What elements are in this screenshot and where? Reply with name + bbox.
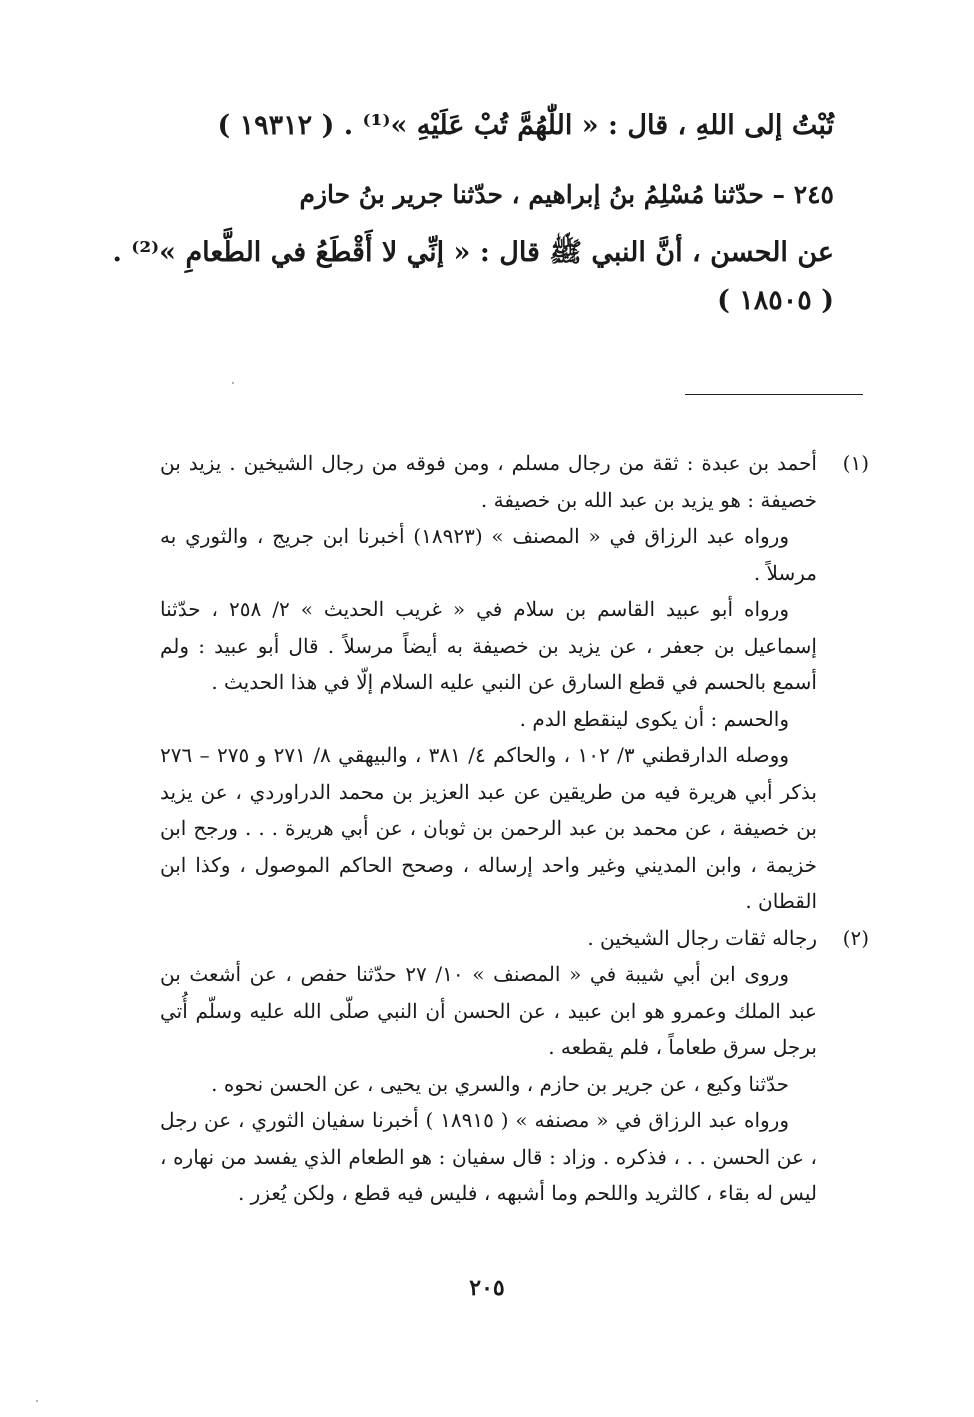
hadith-245-reference: ( ١٨٥٠٥ ) xyxy=(717,285,834,316)
footnote-number: (١) xyxy=(842,451,869,475)
footnote-paragraph: رجاله ثقات رجال الشيخين . xyxy=(587,925,817,950)
footnote-paragraph: والحسم : أن يكوى لينقطع الدم . xyxy=(519,706,789,731)
footnote-paragraph: ووصله الدارقطني ٣/ ١٠٢ ، والحاكم ٤/ ٣٨١ ، والبيهقي ٨/ ٢٧١ و ٢٧٥ – ٢٧٦ بذكر أبي هريرة فيه من طريقين عن عبد العزيز بن محمد الدراوردي ، عن يزيد بن خصيفة ، عن محمد بن عبد الرحمن بن ثوبان ، عن أبي هريرة . . . ورجح ابن خزيمة ، وابن المديني وغير واحد إرساله ، وصحح الحاكم الموصول ، وكذا ابن القطان . xyxy=(160,743,817,913)
footnote-paragraph: أحمد بن عبدة : ثقة من رجال مسلم ، ومن فوقه من رجال الشيخين . يزيد بن خصيفة : هو يزيد بن عبد الله بن خصيفة . xyxy=(160,451,817,512)
hadith-245-matn: عن الحسن ، أنَّ النبي ﷺ قال : « إنِّي لا أَقْطَعُ في الطَّعامِ »⁽²⁾ . xyxy=(112,237,834,268)
footnote-body xyxy=(160,920,817,1212)
footnote-number: (٢) xyxy=(842,925,869,950)
hadith-245-isnad: ٢٤٥ – حدّثنا مُسْلِمُ بنُ إبراهيم ، حدّثنا جرير بنُ حازم xyxy=(299,180,834,209)
footnote-1 xyxy=(160,445,869,920)
scan-speck xyxy=(36,1400,38,1402)
scan-speck xyxy=(232,382,234,384)
footnote-paragraph: حدّثنا وكيع ، عن جرير بن حازم ، والسري بن يحيى ، عن الحسن نحوه . xyxy=(211,1071,789,1096)
page-number: ٢٠٥ xyxy=(469,1275,505,1301)
footnote-body xyxy=(160,445,817,920)
footnote-paragraph: ورواه عبد الرزاق في « المصنف » (١٨٩٢٣) أخبرنا ابن جريج ، والثوري به مرسلاً . xyxy=(160,524,817,585)
footnote-paragraph: ورواه أبو عبيد القاسم بن سلام في « غريب الحديث » ٢/ ٢٥٨ ، حدّثنا إسماعيل بن جعفر ، عن يزيد بن خصيفة به أيضاً مرسلاً . قال أبو عبيد : ولم أسمع بالحسم في قطع السارق عن النبي عليه السلام إلّا في هذا الحديث . xyxy=(160,597,817,694)
footnote-paragraph: وروى ابن أبي شيبة في « المصنف » ١٠/ ٢٧ حدّثنا حفص ، عن أشعث بن عبد الملك وعمرو هو ابن عبيد ، عن الحسن أن النبي صلّى الله عليه وسلّم أُتي برجل سرق طعاماً ، فلم يقطعه . xyxy=(160,962,817,1059)
main-line-1: تُبْتُ إلى اللهِ ، قال : « اللّٰهُمَّ تُبْ عَلَيْهِ »⁽¹⁾ . ( ١٩٣١٢ ) xyxy=(217,110,834,141)
footnote-paragraph: ورواه عبد الرزاق في « مصنفه » ( ١٨٩١٥ ) أخبرنا سفيان الثوري ، عن رجل ، عن الحسن . . ، فذكره . وزاد : قال سفيان : هو الطعام الذي يفسد من نهاره ، ليس له بقاء ، كالثريد واللحم وما أشبهه ، فليس فيه قطع ، ولكن يُعزر . xyxy=(160,1108,817,1205)
footnote-separator xyxy=(685,394,863,395)
footnote-2 xyxy=(160,920,869,1212)
footnotes xyxy=(160,445,869,1212)
